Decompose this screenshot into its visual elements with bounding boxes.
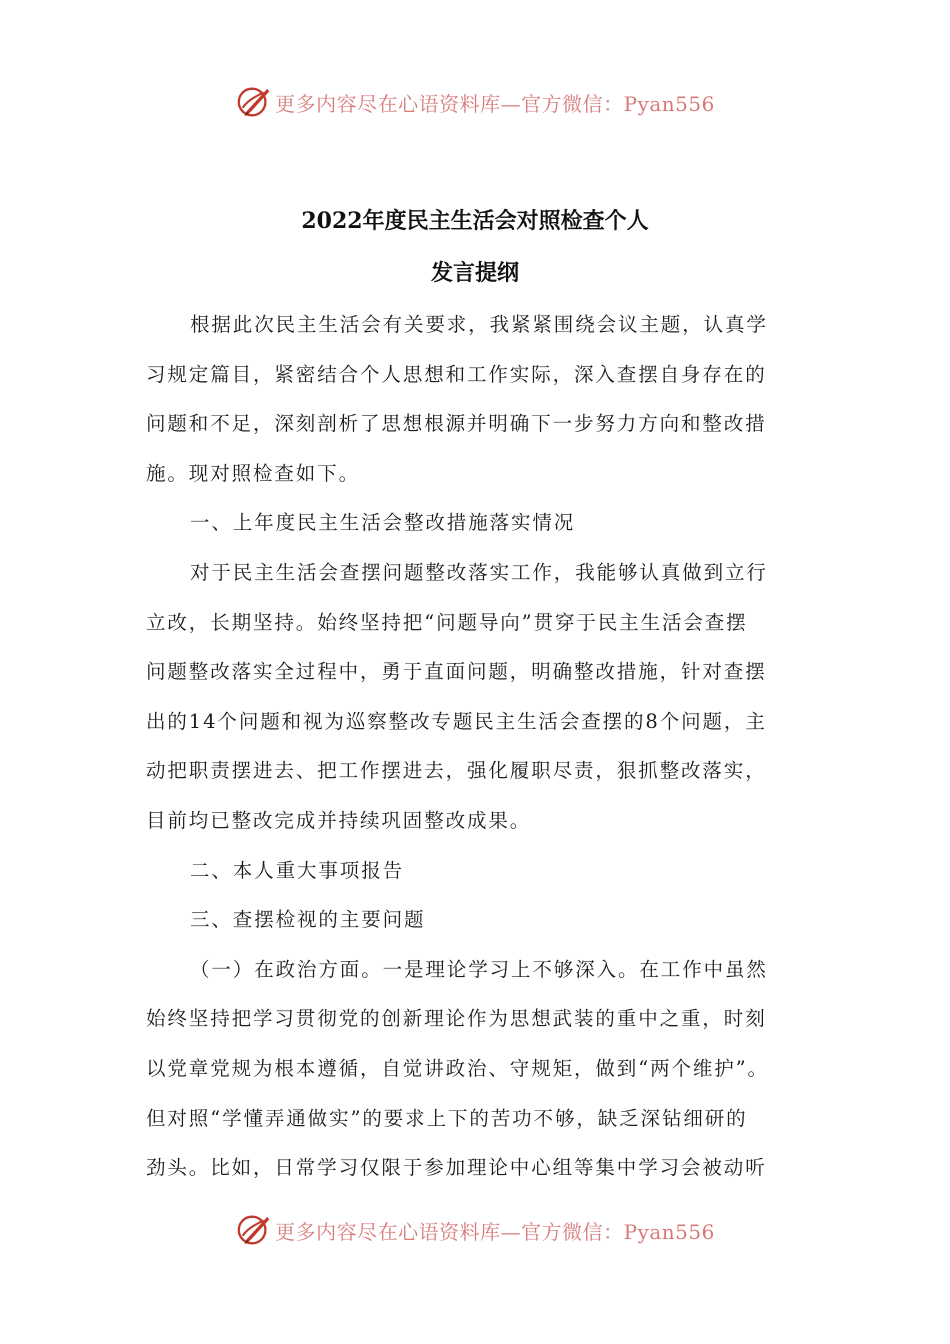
document-body <box>146 300 810 1193</box>
watermark-text: 更多内容尽在心语资料库—官方微信：Pyan556 <box>275 1219 715 1244</box>
body-line: （一）在政治方面。一是理论学习上不够深入。在工作中虽然 <box>190 957 768 981</box>
pen-logo-icon <box>235 83 273 121</box>
body-line: 问题和不足，深刻剖析了思想根源并明确下一步努力方向和整改措 <box>146 412 767 436</box>
body-line: 二、本人重大事项报告 <box>190 858 405 882</box>
body-line: 一、上年度民主生活会整改措施落实情况 <box>190 511 576 535</box>
body-line: 劲头。比如，日常学习仅限于参加理论中心组等集中学习会被动听 <box>146 1156 767 1180</box>
body-line: 动把职责摆进去、把工作摆进去，强化履职尽责，狠抓整改落实， <box>146 759 767 783</box>
document-title-line2: 发言提纲 <box>430 260 519 286</box>
body-line: 三、查摆检视的主要问题 <box>190 908 426 932</box>
pen-logo-icon <box>235 1211 273 1249</box>
body-line: 对于民主生活会查摆问题整改落实工作，我能够认真做到立行 <box>190 560 768 584</box>
body-line: 习规定篇目，紧密结合个人思想和工作实际，深入查摆自身存在的 <box>146 362 767 386</box>
body-line: 目前均已整改完成并持续巩固整改成果。 <box>146 808 532 832</box>
body-line: 以党章党规为根本遵循，自觉讲政治、守规矩，做到“两个维护”。 <box>146 1056 769 1080</box>
body-line: 始终坚持把学习贯彻党的创新理论作为思想武装的重中之重，时刻 <box>146 1007 767 1031</box>
body-line: 施。现对照检查如下。 <box>146 461 361 485</box>
watermark-banner-bottom <box>0 1208 950 1252</box>
document-title-line1: 2022年度民主生活会对照检查个人 <box>301 208 649 234</box>
body-line: 但对照“学懂弄通做实”的要求上下的苦功不够，缺乏深钻细研的 <box>146 1106 748 1130</box>
body-line: 根据此次民主生活会有关要求，我紧紧围绕会议主题，认真学 <box>190 313 768 336</box>
body-line: 问题整改落实全过程中，勇于直面问题，明确整改措施，针对查摆 <box>146 660 767 684</box>
watermark-text: 更多内容尽在心语资料库—官方微信：Pyan556 <box>275 91 715 116</box>
watermark-banner-top <box>0 80 950 124</box>
body-line: 出的14个问题和视为巡察整改专题民主生活会查摆的8个问题，主 <box>146 709 767 733</box>
body-line: 立改，长期坚持。始终坚持把“问题导向”贯穿于民主生活会查摆 <box>146 610 748 634</box>
